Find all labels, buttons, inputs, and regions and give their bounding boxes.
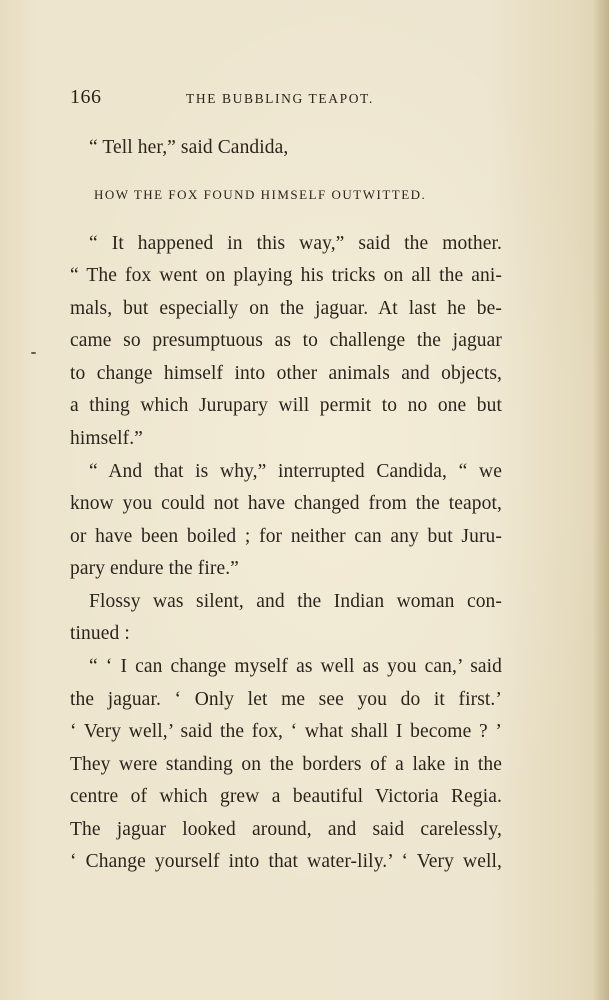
- page-number: 166: [70, 86, 102, 108]
- text-line: the jaguar. ‘ Only let me see you do it first.’: [70, 689, 502, 710]
- text-line: pary endure the fire.”: [70, 558, 239, 579]
- text-line: mals, but especially on the jaguar. At last he be-: [70, 298, 502, 319]
- text-line: to change himself into other animals and objects,: [70, 363, 502, 384]
- page-edge-shadow: [593, 0, 609, 1000]
- text-line: “ Tell her,” said Candida,: [89, 137, 289, 158]
- text-line: ‘ Change yourself into that water-lily.’ ‘ Very well,: [70, 851, 502, 872]
- text-line: ‘ Very well,’ said the fox, ‘ what shall I become ? ’: [70, 721, 502, 742]
- text-line: “ The fox went on playing his tricks on all the ani-: [70, 265, 502, 286]
- margin-mark: [31, 352, 36, 354]
- text-line: himself.”: [70, 428, 143, 449]
- text-line: Flossy was silent, and the Indian woman con-: [89, 591, 502, 612]
- text-line: centre of which grew a beautiful Victoria Regia.: [70, 786, 502, 807]
- text-line: “ It happened in this way,” said the mother.: [89, 233, 502, 254]
- text-line: They were standing on the borders of a lake in the: [70, 754, 502, 775]
- text-line: The jaguar looked around, and said carelessly,: [70, 819, 502, 840]
- text-line: know you could not have changed from the teapot,: [70, 493, 502, 514]
- running-head: [70, 86, 500, 110]
- running-title: THE BUBBLING TEAPOT.: [186, 91, 374, 106]
- text-line: “ ‘ I can change myself as well as you can,’ said: [89, 656, 502, 677]
- chapter-heading: HOW THE FOX FOUND HIMSELF OUTWITTED.: [94, 187, 427, 202]
- text-line: a thing which Jurupary will permit to no one but: [70, 395, 502, 416]
- text-line: or have been boiled ; for neither can any but Juru-: [70, 526, 502, 547]
- text-line: tinued :: [70, 623, 130, 644]
- text-line: “ And that is why,” interrupted Candida, “ we: [89, 461, 502, 482]
- text-line: came so presumptuous as to challenge the jaguar: [70, 330, 502, 351]
